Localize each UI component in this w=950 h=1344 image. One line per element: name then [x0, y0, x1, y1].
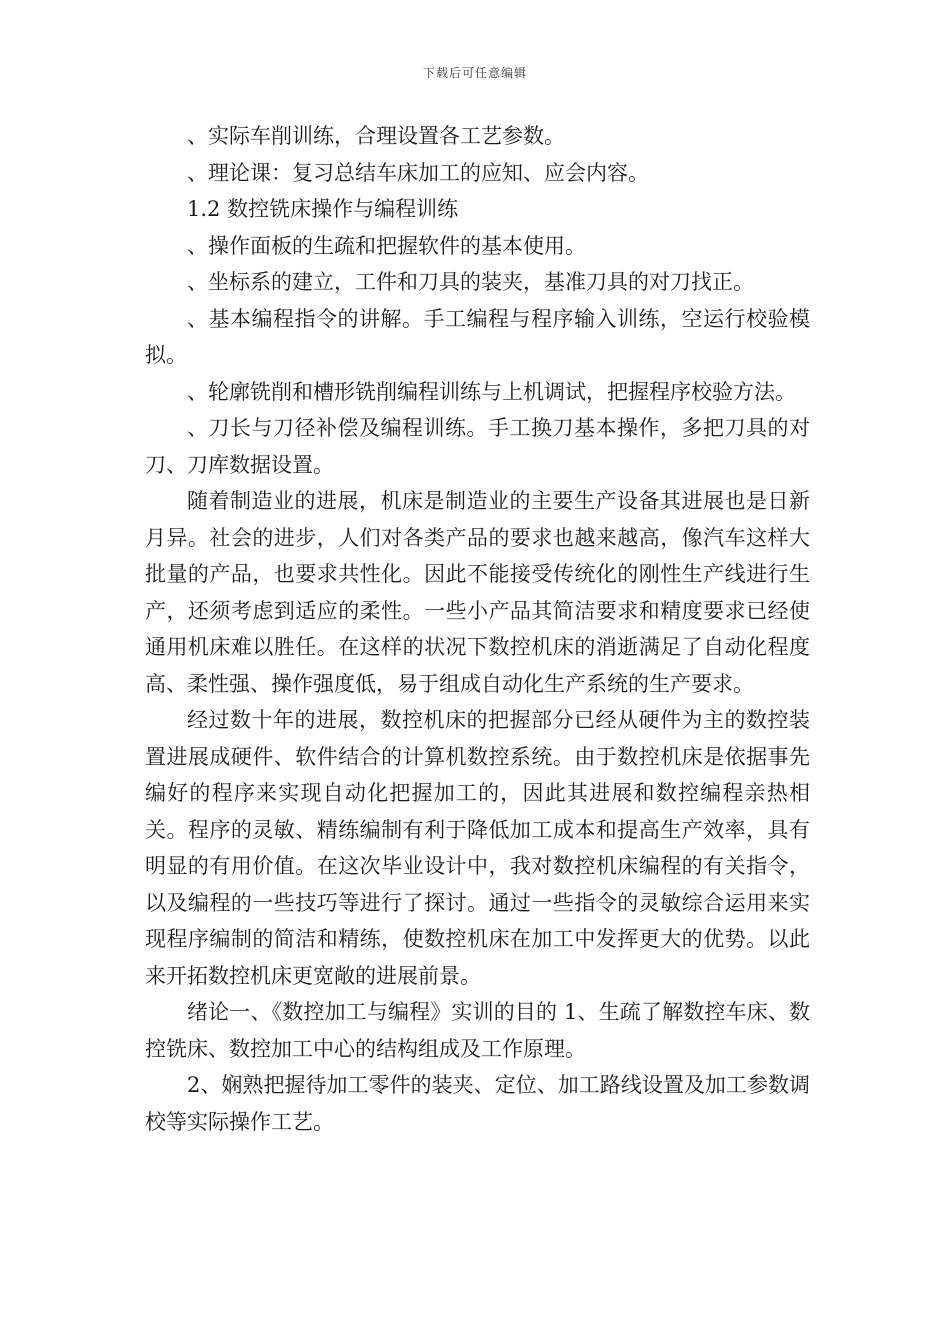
section-heading-milling: 1.2 数控铣床操作与编程训练: [187, 197, 459, 221]
paragraph-training-purpose: 绪论一、《数控加工与编程》实训的目的 1、生疏了解数控车床、数控铣床、数控加工中心的结构组成及工作原理。: [145, 1000, 810, 1061]
paragraph-basic-instructions: 、基本编程指令的讲解。手工编程与程序输入训练，空运行校验模拟。: [145, 306, 810, 367]
paragraph-theory-course: 、理论课：复习总结车床加工的应知、应会内容。: [187, 160, 649, 185]
document-body: [145, 118, 810, 1140]
paragraph-turning-practice: 、实际车削训练，合理设置各工艺参数。: [187, 124, 565, 148]
paragraph-cnc-development: 经过数十年的进展，数控机床的把握部分已经从硬件为主的数控装置进展成硬件、软件结合的计算机数控系统。由于数控机床是依据事先编好的程序来实现自动化把握加工的，因此其进展和数控编程亲热相关。程序的灵敏、精练编制有利于降低加工成本和提高生产效率，具有明显的有用价值。在这次毕业设计中，我对数控机床编程的有关指令，以及编程的一些技巧等进行了探讨。通过一些指令的灵敏综合运用来实现程序编制的简洁和精练，使数控机床在加工中发挥更大的优势。以此来开拓数控机床更宽敞的进展前景。: [145, 708, 810, 988]
page-header: 下载后可任意编辑: [422, 66, 527, 80]
paragraph-manufacturing-progress: 随着制造业的进展，机床是制造业的主要生产设备其进展也是日新月异。社会的进步，人们对各类产品的要求也越来越高，像汽车这样大批量的产品，也要求共性化。因此不能接受传统化的刚性生产线进行生产，还须考虑到适应的柔性。一些小产品其简洁要求和精度要求已经使通用机床难以胜任。在这样的状况下数控机床的消逝满足了自动化程度高、柔性强、操作强度低，易于组成自动化生产系统的生产要求。: [145, 489, 810, 696]
paragraph-tool-compensation: 、刀长与刀径补偿及编程训练。手工换刀基本操作，多把刀具的对刀、刀库数据设置。: [145, 416, 810, 477]
paragraph-contour-milling: 、轮廓铣削和槽形铣削编程训练与上机调试，把握程序校验方法。: [187, 379, 796, 404]
paragraph-control-panel: 、操作面板的生疏和把握软件的基本使用。: [187, 233, 586, 258]
paragraph-coordinate-system: 、坐标系的建立，工件和刀具的装夹，基准刀具的对刀找正。: [187, 270, 754, 294]
paragraph-clamping-operation: 2、娴熟把握待加工零件的装夹、定位、加工路线设置及加工参数调校等实际操作工艺。: [145, 1073, 810, 1134]
